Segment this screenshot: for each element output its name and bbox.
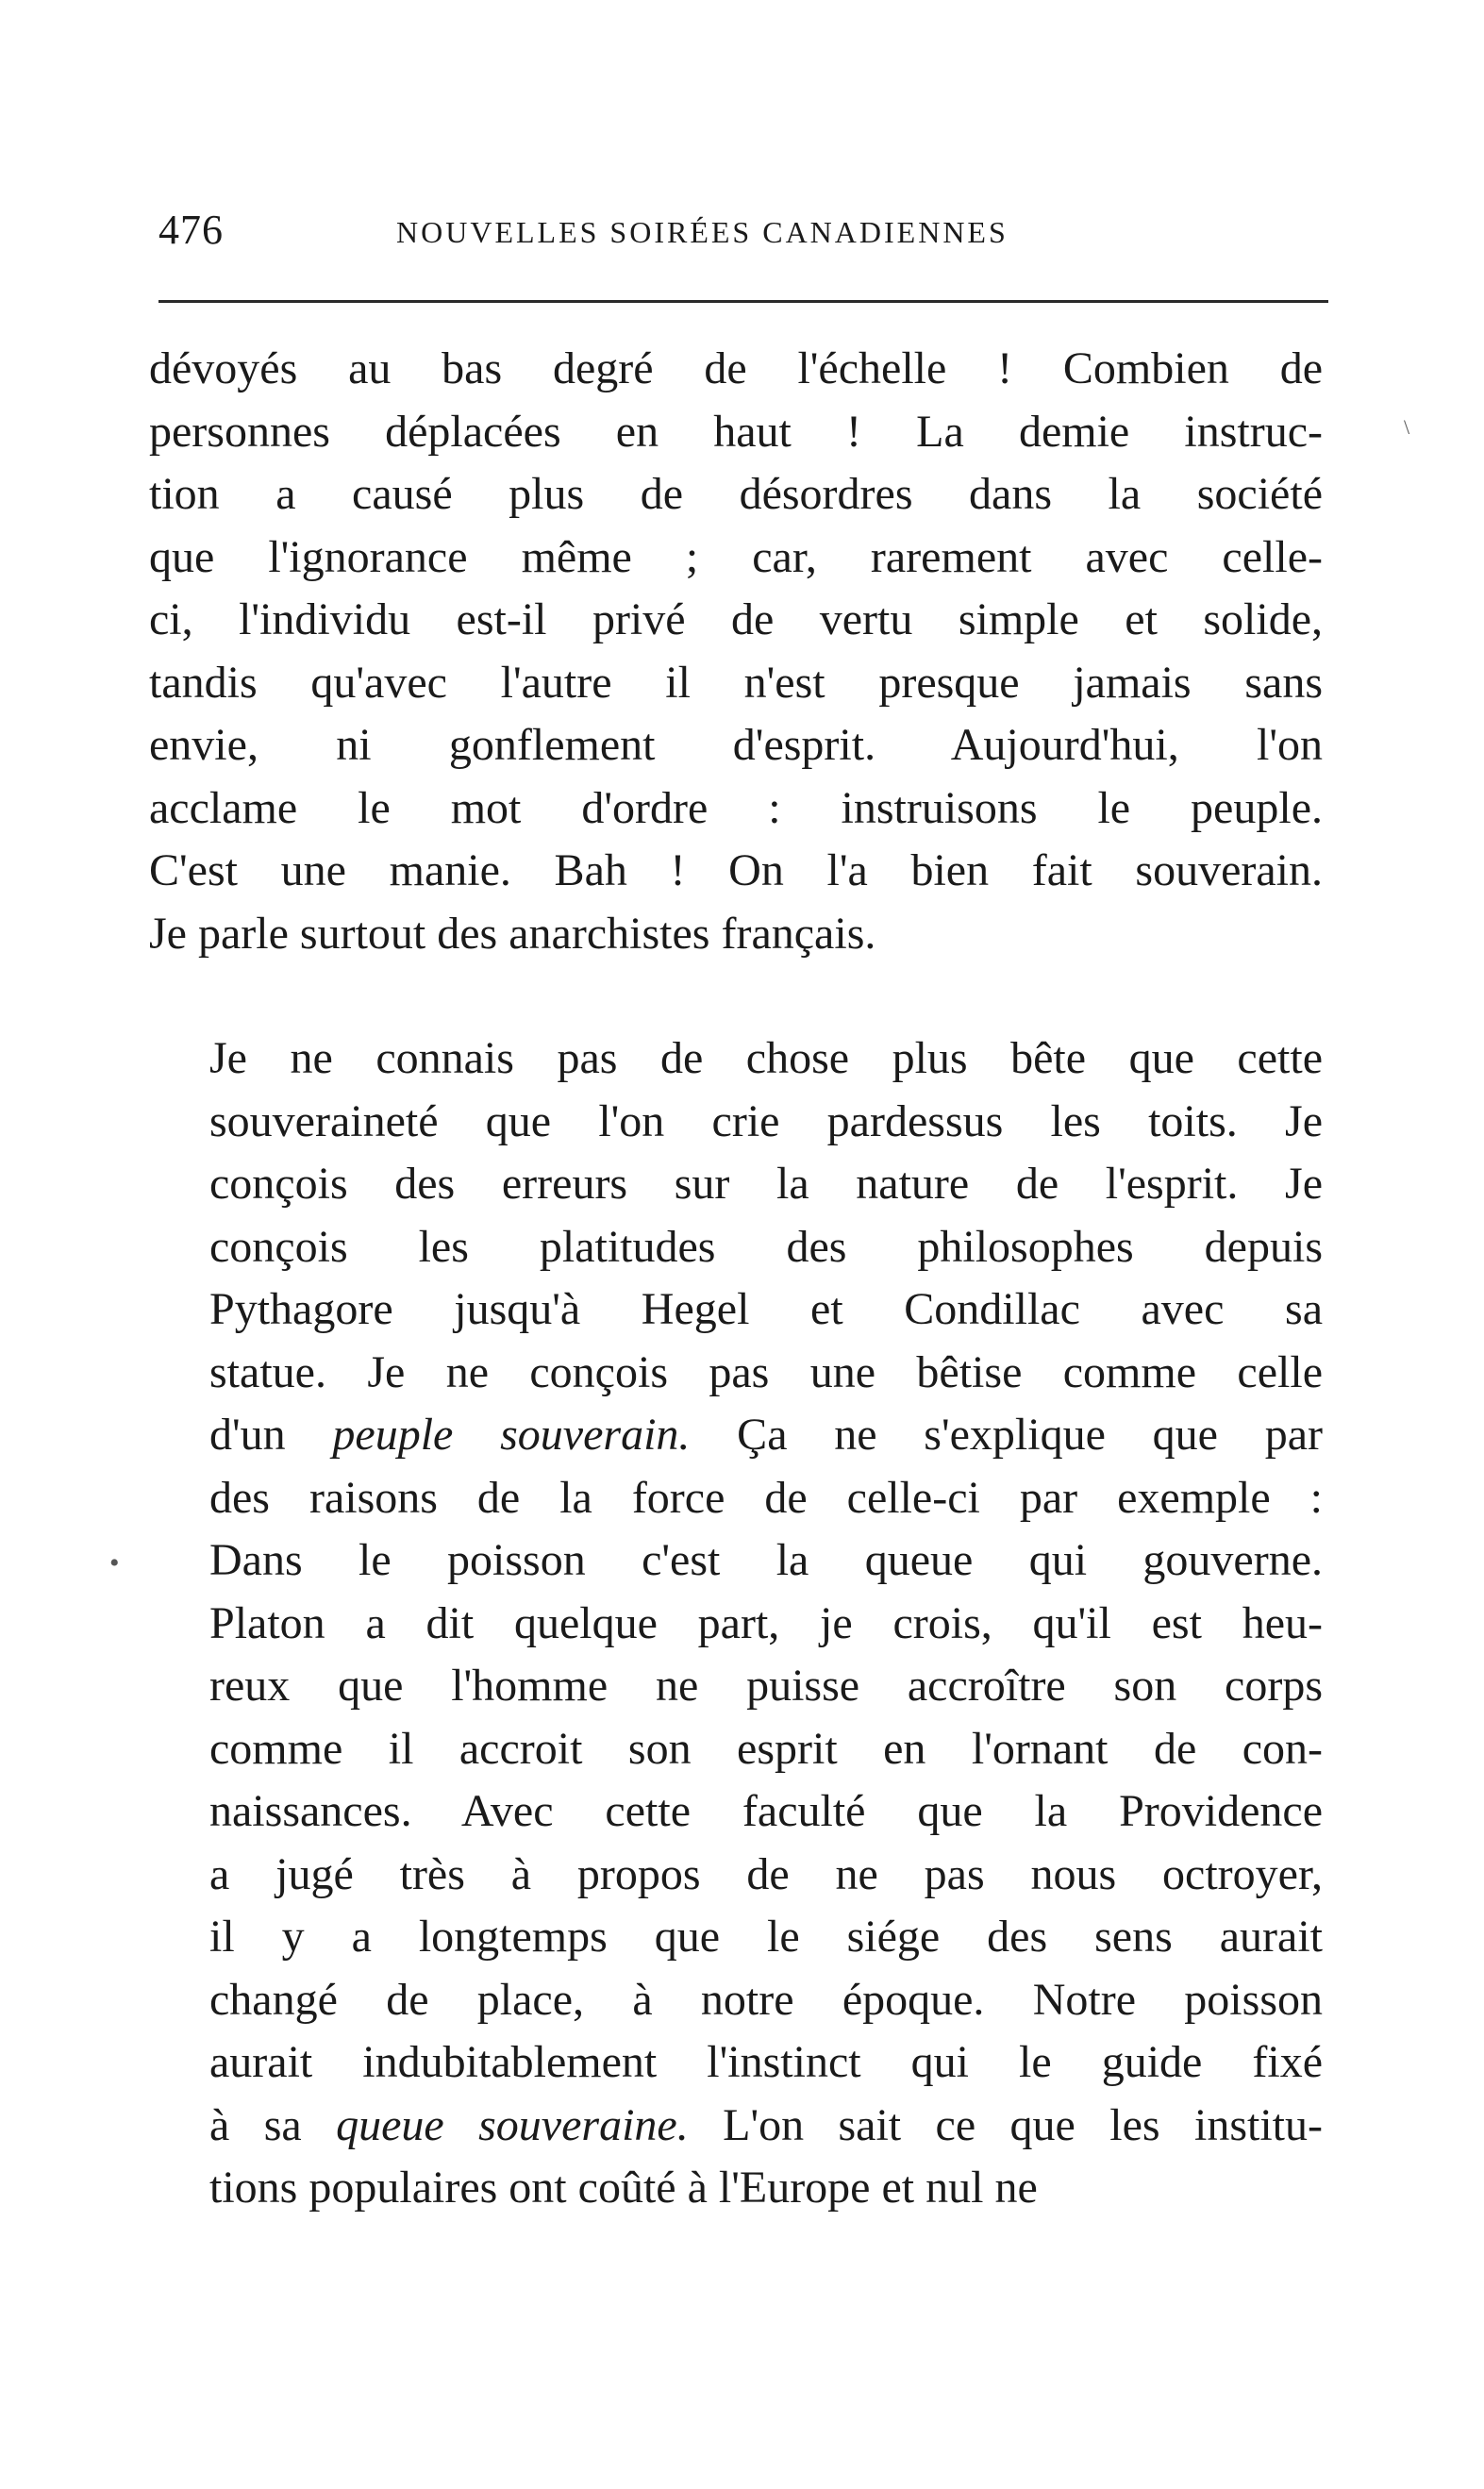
text-line: Dans le poisson c'est la queue qui gouverne.	[209, 1535, 1323, 1585]
paragraph	[149, 338, 1323, 965]
running-title: NOUVELLES SOIRÉES CANADIENNES	[396, 215, 1009, 249]
margin-mark: \	[1404, 415, 1410, 439]
text-line: acclame le mot d'ordre : instruisons le peuple.	[149, 782, 1323, 833]
text-line: à sa queue souveraine. L'on sait ce que les institu-	[209, 2099, 1323, 2150]
text-line: tions populaires ont coûté à l'Europe et nul ne	[209, 2163, 1038, 2213]
margin-mark: •	[109, 1547, 120, 1579]
header-rule	[158, 300, 1328, 303]
italic-phrase: queue souveraine.	[336, 2099, 689, 2150]
text-line: que l'ignorance même ; car, rarement avec celle-	[149, 531, 1323, 582]
text-line: personnes déplacées en haut ! La demie instruc-	[149, 406, 1323, 457]
page-number: 476	[158, 207, 224, 253]
text-line: tion a causé plus de désordres dans la société	[149, 469, 1323, 519]
paragraph	[149, 1027, 1323, 2220]
text-line: Pythagore jusqu'à Hegel et Condillac avec sa	[209, 1284, 1323, 1334]
text-line: statue. Je ne conçois pas une bêtise comme celle	[209, 1346, 1323, 1397]
page-header	[158, 206, 1328, 262]
text-line: tandis qu'avec l'autre il n'est presque jamais sans	[149, 657, 1323, 708]
text-line: reux que l'homme ne puisse accroître son corps	[209, 1661, 1323, 1711]
italic-phrase: peuple souverain.	[332, 1410, 691, 1460]
text-line: il y a longtemps que le siége des sens aurait	[209, 1912, 1323, 1962]
text-line: naissances. Avec cette faculté que la Providence	[209, 1786, 1323, 1836]
text-line: dévoyés au bas degré de l'échelle ! Combien de	[149, 343, 1323, 393]
text-line: Je parle surtout des anarchistes français.	[149, 908, 876, 959]
text-line: comme il accroit son esprit en l'ornant de con-	[209, 1723, 1323, 1774]
text-line: a jugé très à propos de ne pas nous octroyer,	[209, 1848, 1323, 1899]
text-line: conçois des erreurs sur la nature de l'esprit. Je	[209, 1159, 1323, 1209]
text-line: conçois les platitudes des philosophes depuis	[209, 1221, 1323, 1272]
text-line: ci, l'individu est-il privé de vertu simple et solide,	[149, 594, 1323, 644]
text-line: changé de place, à notre époque. Notre poisson	[209, 1974, 1323, 2025]
text-line: aurait indubitablement l'instinct qui le guide fixé	[209, 2037, 1323, 2087]
text-line: Platon a dit quelque part, je crois, qu'il est heu-	[209, 1597, 1323, 1648]
text-line: Je ne connais pas de chose plus bête que cette	[209, 1033, 1323, 1083]
body-text	[149, 338, 1323, 2220]
text-line: souveraineté que l'on crie pardessus les toits. Je	[209, 1095, 1323, 1146]
text-line: d'un peuple souverain. Ça ne s'explique que par	[209, 1410, 1324, 1460]
text-line: envie, ni gonflement d'esprit. Aujourd'hui, l'on	[149, 720, 1323, 770]
text-line: des raisons de la force de celle-ci par exemple :	[209, 1472, 1323, 1523]
text-line: C'est une manie. Bah ! On l'a bien fait souverain.	[149, 845, 1323, 895]
